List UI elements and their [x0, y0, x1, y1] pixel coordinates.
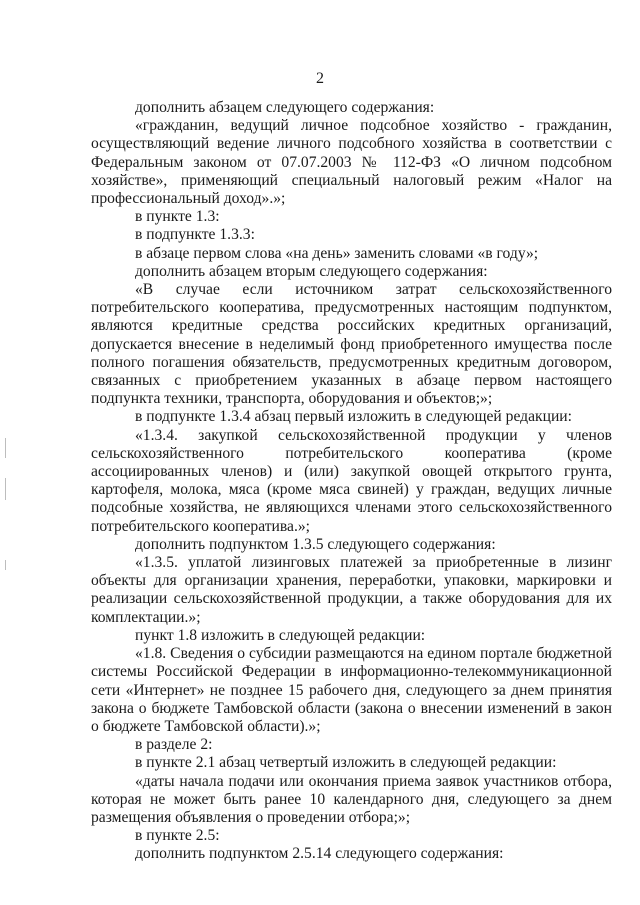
paragraph: «даты начала подачи или окончания приема заявок участников отбора, которая не может быть ранее 10 календарного дня, следующего за днем размещения объявления о проведении отбора;»;	[91, 772, 612, 826]
paragraph: дополнить абзацем следующего содержания:	[135, 99, 435, 116]
paragraph: в пункте 2.5:	[135, 827, 220, 845]
paragraph: в абзаце первом слова «на день» заменить словами «в году»;	[135, 244, 539, 262]
paragraph: «1.3.4. закупкой сельскохозяйственной продукции у членов сельскохозяйственного потребительского кооператива (кроме ассоциированных членов) и (или) закупкой овощей открытого грунта, картофеля, молока, мяса (кроме мяса свиней) у граждан, ведущих личные подсобные хозяйства, не являющихся членами этого сельскохозяйственного потребительского кооператива.»;	[91, 426, 612, 535]
paragraph: «1.3.5. уплатой лизинговых платежей за приобретенные в лизинг объекты для организации хранения, переработки, упаковки, маркировки и реализации сельскохозяйственной продукции, а также оборудования для их комплектации.»;	[91, 554, 612, 626]
paragraph: дополнить подпунктом 2.5.14 следующего содержания:	[135, 845, 504, 863]
paragraph: в подпункте 1.3.3:	[135, 226, 255, 244]
paragraph: в пункте 1.3:	[135, 208, 220, 226]
paragraph: в пункте 2.1 абзац четвертый изложить в следующей редакции:	[135, 754, 557, 772]
scan-mark-top	[5, 438, 6, 458]
document-body	[91, 99, 612, 864]
paragraph: дополнить абзацем вторым следующего содержания:	[135, 262, 488, 280]
paragraph: «В случае если источником затрат сельскохозяйственного потребительского кооператива, предусмотренных настоящим подпунктом, являются кредитные средства российских кредитных организаций, допускается внесение в неделимый фонд приобретенного имущества после полного погашения обязательств, предусмотренных кредитным договором, связанных с приобретением указанных в абзаце первом настоящего подпункта техники, транспорта, оборудования и объектов;»;	[91, 281, 612, 408]
paragraph: пункт 1.8 изложить в следующей редакции:	[135, 626, 426, 644]
page-number: 2	[316, 70, 324, 87]
scan-mark-middle	[5, 478, 6, 500]
scan-mark-bottom	[5, 560, 6, 570]
paragraph: «гражданин, ведущий личное подсобное хозяйство - гражданин, осуществляющий ведение личного подсобного хозяйства в соответствии с Федеральным законом от 07.07.2003 № 112-ФЗ «О личном подсобном хозяйстве», применяющий специальный налоговый режим «Налог на профессиональный доход».»;	[91, 117, 612, 208]
paragraph: в подпункте 1.3.4 абзац первый изложить в следующей редакции:	[135, 408, 572, 426]
paragraph: дополнить подпунктом 1.3.5 следующего содержания:	[135, 535, 496, 553]
paragraph: в разделе 2:	[135, 736, 213, 754]
paragraph: «1.8. Сведения о субсидии размещаются на едином портале бюджетной системы Российской Федерации в информационно-телекоммуникационной сети «Интернет» не позднее 15 рабочего дня, следующего за днем принятия закона о бюджете Тамбовской области (закона о внесении изменений в закон о бюджете Тамбовской области).»;	[91, 645, 612, 735]
